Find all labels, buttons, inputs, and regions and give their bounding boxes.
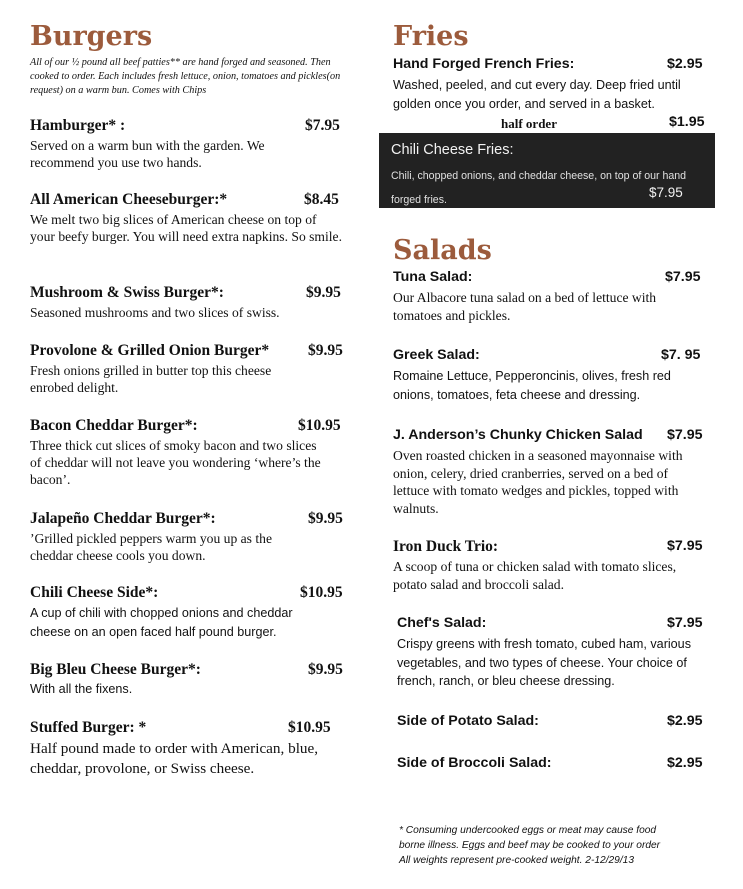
menu-item-big-bleu-cheese-burger bbox=[30, 661, 350, 698]
item-price: $10.95 bbox=[300, 584, 343, 601]
item-description: A scoop of tuna or chicken salad with tomato slices, potato salad and broccoli salad. bbox=[393, 559, 677, 592]
item-description: Crispy greens with fresh tomato, cubed ham, various vegetables, and two types of cheese. Your choice of french, ranch, or bleu cheese dressing. bbox=[397, 637, 691, 688]
item-price: $2.95 bbox=[667, 755, 703, 771]
menu-item-side-broccoli-salad bbox=[397, 755, 715, 777]
item-name: Provolone & Grilled Onion Burger* bbox=[30, 342, 270, 359]
item-description: Washed, peeled, and cut every day. Deep fried until golden once you order, and served in a basket. bbox=[393, 78, 681, 111]
item-price: $2.95 bbox=[667, 713, 703, 729]
item-description: ’Grilled pickled peppers warm you up as the cheddar cheese cools you down. bbox=[30, 531, 272, 563]
item-price: $9.95 bbox=[306, 284, 341, 301]
menu-item-hand-forged-french-fries bbox=[393, 56, 713, 131]
menu-item-chili-cheese-side bbox=[30, 584, 350, 641]
item-name: Hamburger* : bbox=[30, 117, 126, 134]
footer-line: * Consuming undercooked eggs or meat may cause food bbox=[399, 825, 657, 836]
menu-item-hamburger bbox=[30, 117, 350, 171]
item-price: $9.95 bbox=[308, 510, 343, 527]
item-description: Fresh onions grilled in butter top this cheese enrobed delight. bbox=[30, 363, 272, 395]
item-name: Tuna Salad: bbox=[393, 269, 473, 285]
item-name: Stuffed Burger: * bbox=[30, 719, 147, 736]
item-price: $7.95 bbox=[649, 185, 683, 200]
footer-line: All weights represent pre-cooked weight. 2-12/29/13 bbox=[399, 855, 635, 866]
menu-item-iron-duck-trio bbox=[393, 538, 715, 593]
menu-item-side-potato-salad bbox=[397, 713, 715, 735]
menu-item-stuffed-burger bbox=[30, 719, 350, 779]
item-price: $7.95 bbox=[665, 269, 701, 285]
fries-title: Fries bbox=[393, 21, 469, 52]
item-name: Jalapeño Cheddar Burger*: bbox=[30, 510, 216, 527]
footer-note bbox=[399, 823, 719, 868]
item-price: $7.95 bbox=[667, 427, 703, 443]
item-description: Romaine Lettuce, Pepperoncinis, olives, fresh red onions, tomatoes, feta cheese and dressing. bbox=[393, 369, 671, 402]
half-order-label: half order bbox=[501, 116, 557, 131]
item-name: Chili Cheese Fries: bbox=[391, 142, 514, 158]
item-price: $10.95 bbox=[288, 719, 331, 736]
item-price: $2.95 bbox=[667, 56, 703, 72]
menu-item-jalapeno-cheddar-burger bbox=[30, 510, 350, 564]
item-price: $9.95 bbox=[308, 661, 343, 678]
item-name: Side of Potato Salad: bbox=[397, 713, 539, 729]
item-description: Our Albacore tuna salad on a bed of lettuce with tomatoes and pickles. bbox=[393, 290, 657, 323]
menu-item-provolone-grilled-onion-burger bbox=[30, 342, 350, 396]
item-name: Mushroom & Swiss Burger*: bbox=[30, 284, 224, 301]
item-name: Iron Duck Trio: bbox=[393, 538, 499, 555]
chili-cheese-fries-highlight bbox=[379, 133, 715, 208]
item-price: $7.95 bbox=[667, 538, 703, 554]
menu-item-bacon-cheddar-burger bbox=[30, 417, 350, 488]
item-name: J. Anderson’s Chunky Chicken Salad bbox=[393, 427, 643, 443]
item-price: $7.95 bbox=[305, 117, 340, 134]
menu-item-greek-salad bbox=[393, 347, 713, 404]
item-price: $10.95 bbox=[298, 417, 341, 434]
half-order-price: $1.95 bbox=[669, 114, 705, 130]
item-price: $7.95 bbox=[667, 615, 703, 631]
menu-item-tuna-salad bbox=[393, 269, 713, 325]
item-name: All American Cheeseburger:* bbox=[30, 191, 228, 208]
item-description: Oven roasted chicken in a seasoned mayonnaise with onion, celery, dried cranberries, served on a bed of lettuce with tomato wedges and pickles, topped with walnuts. bbox=[393, 448, 683, 516]
item-description: Half pound made to order with American, blue, cheddar, provolone, or Swiss cheese. bbox=[30, 740, 319, 777]
item-name: Chef's Salad: bbox=[397, 615, 487, 631]
menu-item-mushroom-swiss-burger bbox=[30, 284, 350, 321]
footer-line: borne illness. Eggs and beef may be cooked to your order bbox=[399, 840, 661, 851]
burgers-title: Burgers bbox=[30, 21, 153, 52]
menu-item-chunky-chicken-salad bbox=[393, 427, 715, 517]
item-name: Chili Cheese Side*: bbox=[30, 584, 159, 601]
item-price: $9.95 bbox=[308, 342, 343, 359]
item-price: $7. 95 bbox=[661, 347, 701, 363]
menu-item-all-american-cheeseburger bbox=[30, 191, 350, 245]
item-description: Served on a warm bun with the garden. We recommend you use two hands. bbox=[30, 138, 265, 170]
item-description: A cup of chili with chopped onions and cheddar cheese on an open faced half pound burger. bbox=[30, 606, 293, 639]
item-description: With all the fixens. bbox=[30, 682, 133, 696]
item-name: Hand Forged French Fries: bbox=[393, 56, 575, 72]
item-name: Big Bleu Cheese Burger*: bbox=[30, 661, 201, 678]
menu-item-chefs-salad bbox=[397, 615, 715, 691]
item-name: Bacon Cheddar Burger*: bbox=[30, 417, 198, 434]
item-description: Three thick cut slices of smoky bacon and two slices of cheddar will not leave you wondering ‘where’s the bacon’. bbox=[30, 438, 321, 487]
item-name: Side of Broccoli Salad: bbox=[397, 755, 552, 771]
item-description: We melt two big slices of American cheese on top of your beefy burger. You will need extra napkins. So smile. bbox=[30, 212, 342, 244]
item-description: Seasoned mushrooms and two slices of swiss. bbox=[30, 305, 280, 320]
burgers-intro: All of our ½ pound all beef patties** are hand forged and seasoned. Then cooked to order. Each includes fresh lettuce, onion, tomatoes and pickles(on request) on a warm bun. Comes with Chips bbox=[30, 57, 341, 96]
salads-title: Salads bbox=[393, 235, 492, 266]
item-name: Greek Salad: bbox=[393, 347, 480, 363]
item-price: $8.45 bbox=[304, 191, 339, 208]
item-description: Chili, chopped onions, and cheddar cheese, on top of our hand forged fries. bbox=[391, 170, 687, 206]
